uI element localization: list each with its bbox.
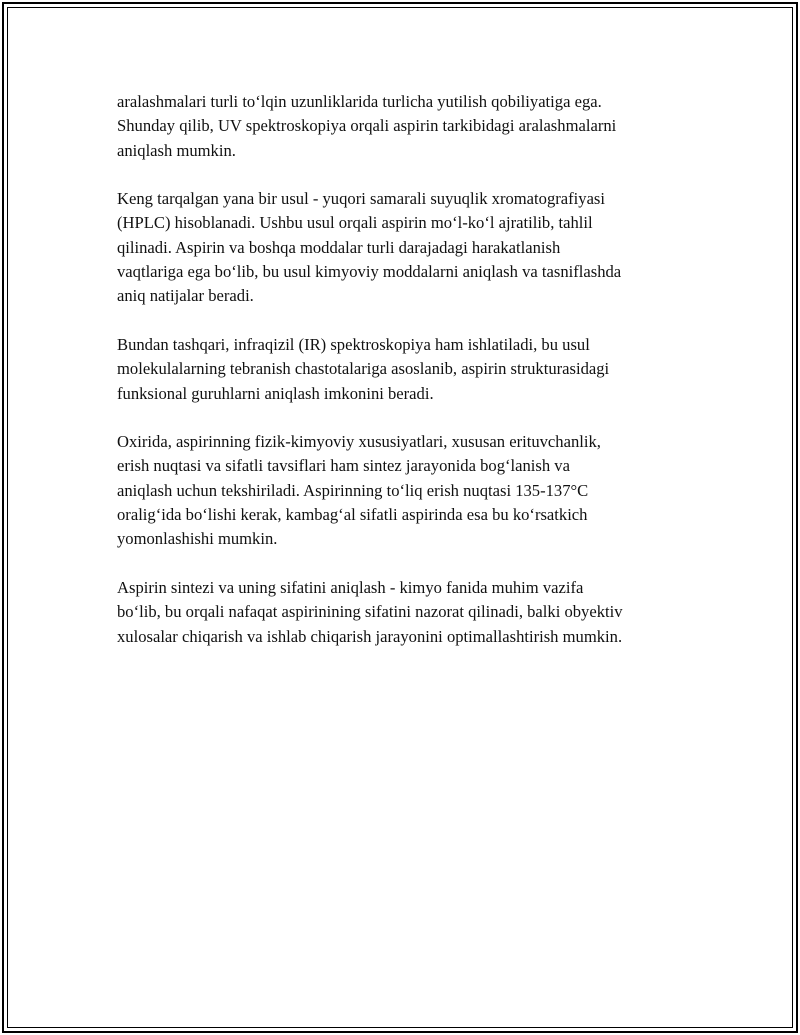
- text-line: yomonlashishi mumkin.: [117, 529, 278, 549]
- text-line: oralig‘ida bo‘lishi kerak, kambag‘al sifatli aspirinda esa bu ko‘rsatkich: [117, 505, 588, 525]
- document-body: [117, 90, 697, 673]
- text-line: aniqlash uchun tekshiriladi. Aspirinning to‘liq erish nuqtasi 135-137°C: [117, 480, 589, 500]
- text-line: Oxirida, aspirinning fizik-kimyoviy xususiyatlari, xususan erituvchanlik,: [117, 432, 601, 452]
- paragraph-uv-spectroscopy: [117, 90, 697, 163]
- text-line: aralashmalari turli to‘lqin uzunliklarida turlicha yutilish qobiliyatiga ega.: [117, 92, 602, 111]
- text-line: funksional guruhlarni aniqlash imkonini beradi.: [117, 383, 434, 403]
- text-line: Keng tarqalgan yana bir usul - yuqori samarali suyuqlik xromatografiyasi: [117, 189, 606, 209]
- text-line: Bundan tashqari, infraqizil (IR) spektroskopiya ham ishlatiladi, bu usul: [117, 334, 590, 354]
- paragraph-physicochemical: [117, 430, 697, 551]
- text-line: Shunday qilib, UV spektroskopiya orqali aspirin tarkibidagi aralashmalarni: [117, 116, 617, 136]
- text-line: molekulalarning tebranish chastotalariga asoslanib, aspirin strukturasidagi: [117, 359, 610, 379]
- text-line: erish nuqtasi va sifatli tavsiflari ham sintez jarayonida bog‘lanish va: [117, 456, 570, 476]
- text-line: xulosalar chiqarish va ishlab chiqarish jarayonini optimallashtirish mumkin.: [117, 626, 623, 646]
- paragraph-conclusion: [117, 576, 697, 649]
- text-line: vaqtlariga ega bo‘lib, bu usul kimyoviy moddalarni aniqlash va tasniflashda: [117, 262, 622, 282]
- paragraph-ir-spectroscopy: [117, 333, 697, 406]
- text-line: qilinadi. Aspirin va boshqa moddalar turli darajadagi harakatlanish: [117, 237, 561, 257]
- text-line: (HPLC) hisoblanadi. Ushbu usul orqali aspirin mo‘l-ko‘l ajratilib, tahlil: [117, 213, 593, 233]
- text-line: bo‘lib, bu orqali nafaqat aspirinining sifatini nazorat qilinadi, balki obyektiv: [117, 602, 623, 622]
- text-line: Aspirin sintezi va uning sifatini aniqlash - kimyo fanida muhim vazifa: [117, 577, 584, 597]
- text-line: aniq natijalar beradi.: [117, 286, 254, 306]
- paragraph-hplc: [117, 187, 697, 308]
- text-line: aniqlash mumkin.: [117, 140, 236, 160]
